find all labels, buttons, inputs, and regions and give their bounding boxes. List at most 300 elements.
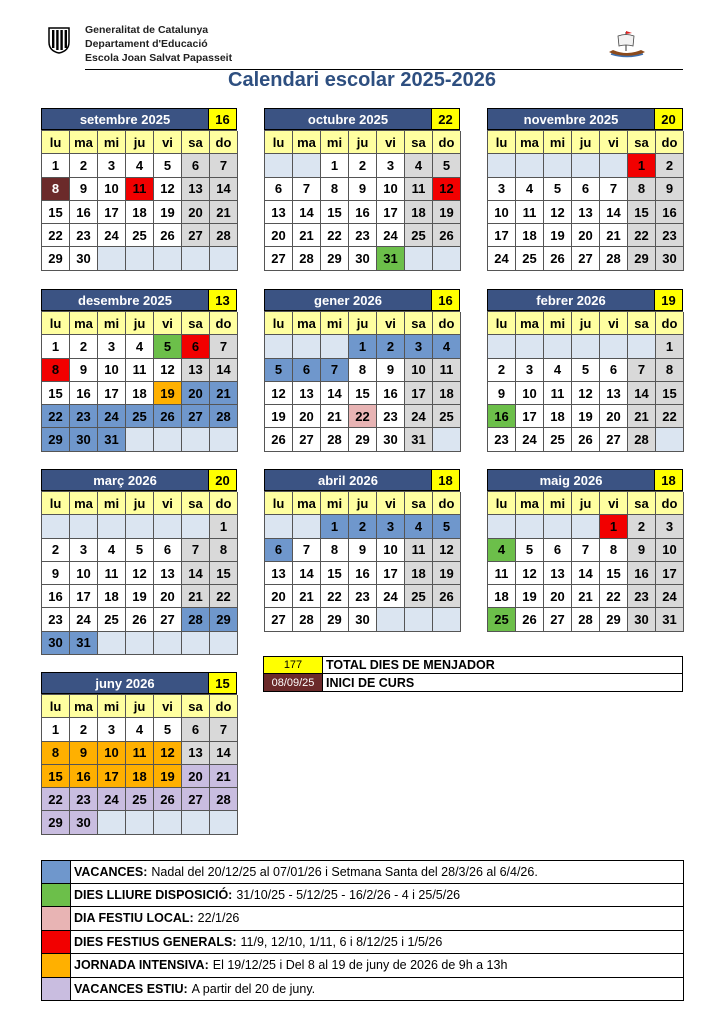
day-cell: 2 — [70, 335, 98, 358]
day-cell: 27 — [544, 608, 572, 631]
day-cell: 3 — [98, 154, 126, 177]
day-cell: 24 — [98, 405, 126, 428]
day-cell: 20 — [265, 224, 293, 247]
empty-cell — [265, 515, 293, 538]
day-cell: 19 — [516, 585, 544, 608]
day-cell: 5 — [154, 718, 182, 741]
day-cell: 2 — [628, 515, 656, 538]
day-cell: 20 — [182, 382, 210, 405]
month-grid — [487, 491, 683, 632]
day-cell: 17 — [656, 562, 684, 585]
day-cell: 29 — [210, 608, 238, 631]
day-cell: 27 — [293, 428, 321, 451]
day-cell: 24 — [70, 608, 98, 631]
month-grid — [264, 130, 460, 271]
day-cell: 16 — [42, 585, 70, 608]
day-cell: 1 — [42, 718, 70, 741]
empty-cell — [126, 247, 154, 270]
day-cell: 25 — [544, 428, 572, 451]
day-cell: 18 — [126, 201, 154, 224]
day-cell: 22 — [600, 585, 628, 608]
month-calendar — [264, 469, 460, 632]
month-name: setembre 2025 — [41, 108, 209, 130]
empty-cell — [516, 335, 544, 358]
day-cell: 15 — [321, 562, 349, 585]
day-cell: 20 — [544, 585, 572, 608]
day-cell: 1 — [628, 154, 656, 177]
weekday-label: do — [433, 131, 461, 154]
day-cell: 28 — [321, 428, 349, 451]
weekday-label: ma — [70, 131, 98, 154]
day-cell: 23 — [42, 608, 70, 631]
day-cell: 8 — [321, 178, 349, 201]
weekday-label: vi — [377, 131, 405, 154]
day-cell: 12 — [516, 562, 544, 585]
day-cell: 24 — [98, 224, 126, 247]
month-grid — [487, 311, 683, 452]
day-cell: 8 — [42, 359, 70, 382]
legend-row-festius — [41, 931, 684, 955]
day-cell: 3 — [405, 335, 433, 358]
day-cell: 1 — [42, 154, 70, 177]
empty-cell — [42, 515, 70, 538]
empty-cell — [154, 428, 182, 451]
day-cell: 18 — [488, 585, 516, 608]
empty-cell — [516, 154, 544, 177]
page-title: Calendari escolar 2025-2026 — [228, 69, 496, 91]
month-day-count: 20 — [655, 108, 683, 130]
empty-cell — [126, 811, 154, 834]
empty-cell — [572, 335, 600, 358]
weekday-label: ma — [516, 312, 544, 335]
day-cell: 4 — [405, 515, 433, 538]
day-cell: 24 — [516, 428, 544, 451]
month-grid — [487, 130, 683, 271]
weekday-label: ma — [70, 695, 98, 718]
weekday-label: lu — [265, 312, 293, 335]
weekday-label: ju — [572, 131, 600, 154]
day-cell: 12 — [154, 178, 182, 201]
weekday-label: sa — [182, 492, 210, 515]
day-cell: 20 — [182, 765, 210, 788]
month-calendar — [41, 289, 237, 452]
day-cell: 20 — [265, 585, 293, 608]
weekday-label: ju — [126, 695, 154, 718]
empty-cell — [210, 247, 238, 270]
day-cell: 11 — [405, 178, 433, 201]
weekday-label: do — [656, 312, 684, 335]
day-cell: 15 — [42, 382, 70, 405]
day-cell: 25 — [405, 585, 433, 608]
day-cell: 16 — [70, 382, 98, 405]
day-cell: 30 — [349, 247, 377, 270]
day-cell: 22 — [210, 585, 238, 608]
month-header — [41, 289, 237, 311]
day-cell: 9 — [628, 539, 656, 562]
day-cell: 21 — [293, 224, 321, 247]
day-cell: 16 — [70, 765, 98, 788]
month-day-count: 22 — [432, 108, 460, 130]
day-cell: 26 — [516, 608, 544, 631]
day-cell: 28 — [210, 224, 238, 247]
day-cell: 10 — [656, 539, 684, 562]
day-cell: 28 — [293, 608, 321, 631]
day-cell: 2 — [488, 359, 516, 382]
day-cell: 13 — [544, 562, 572, 585]
month-day-count: 18 — [655, 469, 683, 491]
day-cell: 3 — [70, 539, 98, 562]
month-header — [487, 469, 683, 491]
empty-cell — [98, 515, 126, 538]
day-cell: 19 — [154, 382, 182, 405]
month-header — [41, 108, 237, 130]
day-cell: 4 — [433, 335, 461, 358]
weekday-label: lu — [42, 695, 70, 718]
day-cell: 8 — [42, 178, 70, 201]
day-cell: 3 — [377, 515, 405, 538]
day-cell: 28 — [293, 247, 321, 270]
month-header — [264, 289, 460, 311]
weekday-label: sa — [405, 312, 433, 335]
empty-cell — [377, 608, 405, 631]
day-cell: 16 — [488, 405, 516, 428]
day-cell: 10 — [377, 178, 405, 201]
day-cell: 16 — [656, 201, 684, 224]
weekday-label: sa — [628, 312, 656, 335]
day-cell: 18 — [405, 562, 433, 585]
day-cell: 18 — [405, 201, 433, 224]
weekday-label: do — [656, 492, 684, 515]
day-cell: 14 — [628, 382, 656, 405]
weekday-label: do — [210, 492, 238, 515]
day-cell: 21 — [182, 585, 210, 608]
day-cell: 2 — [349, 515, 377, 538]
day-cell: 4 — [405, 154, 433, 177]
day-cell: 12 — [433, 539, 461, 562]
day-cell: 23 — [656, 224, 684, 247]
day-cell: 25 — [98, 608, 126, 631]
month-header — [41, 672, 237, 694]
day-cell: 22 — [321, 224, 349, 247]
month-name: maig 2026 — [487, 469, 655, 491]
weekday-label: mi — [321, 492, 349, 515]
day-cell: 14 — [210, 178, 238, 201]
day-cell: 19 — [154, 765, 182, 788]
day-cell: 30 — [656, 247, 684, 270]
month-calendar — [487, 289, 683, 452]
day-cell: 19 — [126, 585, 154, 608]
weekday-label: do — [210, 312, 238, 335]
day-cell: 2 — [42, 539, 70, 562]
day-cell: 30 — [628, 608, 656, 631]
legend-text: 22/1/26 — [197, 911, 240, 926]
day-cell: 1 — [656, 335, 684, 358]
day-cell: 9 — [70, 742, 98, 765]
empty-cell — [154, 811, 182, 834]
legend-text: 11/9, 12/10, 1/11, 6 i 8/12/25 i 1/5/26 — [240, 934, 443, 949]
day-cell: 30 — [70, 247, 98, 270]
legend-row-estiu — [41, 978, 684, 1002]
day-cell: 17 — [70, 585, 98, 608]
month-calendar — [487, 108, 683, 271]
month-name: novembre 2025 — [487, 108, 655, 130]
weekday-label: ju — [126, 312, 154, 335]
month-header — [264, 108, 460, 130]
header-text — [85, 23, 232, 65]
empty-cell — [293, 154, 321, 177]
day-cell: 21 — [210, 201, 238, 224]
day-cell: 26 — [126, 608, 154, 631]
day-cell: 15 — [656, 382, 684, 405]
day-cell: 26 — [265, 428, 293, 451]
day-cell: 24 — [405, 405, 433, 428]
month-calendar — [487, 469, 683, 632]
day-cell: 22 — [321, 585, 349, 608]
empty-cell — [572, 515, 600, 538]
legend-title: DIES LLIURE DISPOSICIÓ: — [74, 887, 233, 902]
month-calendar — [41, 469, 237, 655]
day-cell: 23 — [349, 224, 377, 247]
day-cell: 20 — [293, 405, 321, 428]
day-cell: 3 — [98, 335, 126, 358]
day-cell: 5 — [572, 359, 600, 382]
day-cell: 25 — [405, 224, 433, 247]
empty-cell — [488, 154, 516, 177]
empty-cell — [126, 515, 154, 538]
day-cell: 9 — [70, 178, 98, 201]
day-cell: 17 — [405, 382, 433, 405]
day-cell: 24 — [377, 224, 405, 247]
empty-cell — [488, 335, 516, 358]
day-cell: 21 — [572, 585, 600, 608]
day-cell: 20 — [600, 405, 628, 428]
day-cell: 31 — [70, 632, 98, 655]
weekday-label: ju — [126, 131, 154, 154]
day-cell: 5 — [544, 178, 572, 201]
weekday-label: do — [210, 695, 238, 718]
empty-cell — [265, 154, 293, 177]
day-cell: 28 — [210, 405, 238, 428]
day-cell: 20 — [182, 201, 210, 224]
empty-cell — [154, 515, 182, 538]
day-cell: 15 — [628, 201, 656, 224]
day-cell: 26 — [433, 585, 461, 608]
day-cell: 7 — [182, 539, 210, 562]
day-cell: 26 — [572, 428, 600, 451]
day-cell: 8 — [42, 742, 70, 765]
day-cell: 27 — [154, 608, 182, 631]
day-cell: 25 — [516, 247, 544, 270]
day-cell: 11 — [126, 178, 154, 201]
day-cell: 22 — [42, 788, 70, 811]
day-cell: 1 — [321, 154, 349, 177]
day-cell: 20 — [572, 224, 600, 247]
month-name: març 2026 — [41, 469, 209, 491]
weekday-label: mi — [321, 312, 349, 335]
day-cell: 8 — [349, 359, 377, 382]
month-calendar — [264, 108, 460, 271]
day-cell: 14 — [210, 742, 238, 765]
day-cell: 19 — [265, 405, 293, 428]
day-cell: 22 — [42, 405, 70, 428]
day-cell: 12 — [265, 382, 293, 405]
day-cell: 30 — [349, 608, 377, 631]
empty-cell — [210, 632, 238, 655]
day-cell: 15 — [349, 382, 377, 405]
day-cell: 26 — [433, 224, 461, 247]
month-day-count: 13 — [209, 289, 237, 311]
weekday-label: lu — [488, 312, 516, 335]
weekday-label: do — [433, 492, 461, 515]
day-cell: 26 — [154, 224, 182, 247]
day-cell: 30 — [70, 428, 98, 451]
day-cell: 30 — [42, 632, 70, 655]
legend-text: El 19/12/25 i Del 8 al 19 de juny de 2026 de 9h a 13h — [212, 958, 508, 973]
legend-swatch — [42, 907, 71, 930]
legend-title: JORNADA INTENSIVA: — [74, 958, 209, 973]
day-cell: 23 — [349, 585, 377, 608]
day-cell: 25 — [126, 405, 154, 428]
day-cell: 10 — [98, 359, 126, 382]
empty-cell — [182, 247, 210, 270]
day-cell: 13 — [600, 382, 628, 405]
day-cell: 20 — [154, 585, 182, 608]
empty-cell — [210, 428, 238, 451]
day-cell: 9 — [349, 539, 377, 562]
day-cell: 5 — [154, 335, 182, 358]
day-cell: 15 — [42, 201, 70, 224]
day-cell: 7 — [628, 359, 656, 382]
day-cell: 23 — [70, 405, 98, 428]
day-cell: 23 — [628, 585, 656, 608]
day-cell: 18 — [544, 405, 572, 428]
weekday-label: vi — [377, 312, 405, 335]
day-cell: 15 — [321, 201, 349, 224]
day-cell: 14 — [600, 201, 628, 224]
day-cell: 27 — [182, 224, 210, 247]
stat-inici-label: INICI DE CURS — [326, 675, 415, 690]
day-cell: 4 — [126, 154, 154, 177]
day-cell: 28 — [210, 788, 238, 811]
day-cell: 23 — [70, 788, 98, 811]
stat-menjador — [263, 656, 683, 674]
month-header — [41, 469, 237, 491]
month-header — [264, 469, 460, 491]
day-cell: 10 — [98, 178, 126, 201]
weekday-label: sa — [405, 131, 433, 154]
legend-text: 31/10/25 - 5/12/25 - 16/2/26 - 4 i 25/5/26 — [236, 887, 461, 902]
day-cell: 6 — [600, 359, 628, 382]
day-cell: 15 — [42, 765, 70, 788]
day-cell: 8 — [210, 539, 238, 562]
weekday-label: vi — [154, 492, 182, 515]
day-cell: 27 — [265, 247, 293, 270]
empty-cell — [126, 428, 154, 451]
empty-cell — [516, 515, 544, 538]
day-cell: 10 — [488, 201, 516, 224]
day-cell: 15 — [600, 562, 628, 585]
day-cell: 16 — [349, 201, 377, 224]
day-cell: 22 — [349, 405, 377, 428]
day-cell: 29 — [628, 247, 656, 270]
day-cell: 17 — [516, 405, 544, 428]
day-cell: 4 — [544, 359, 572, 382]
legend-text: Nadal del 20/12/25 al 07/01/26 i Setmana Santa del 28/3/26 al 6/4/26. — [151, 864, 538, 879]
day-cell: 11 — [126, 359, 154, 382]
day-cell: 11 — [516, 201, 544, 224]
day-cell: 25 — [126, 224, 154, 247]
day-cell: 10 — [516, 382, 544, 405]
day-cell: 11 — [405, 539, 433, 562]
day-cell: 7 — [293, 178, 321, 201]
day-cell: 2 — [70, 718, 98, 741]
day-cell: 22 — [42, 224, 70, 247]
empty-cell — [182, 428, 210, 451]
legend-swatch — [42, 931, 71, 954]
month-grid — [41, 694, 237, 835]
day-cell: 17 — [98, 382, 126, 405]
day-cell: 11 — [544, 382, 572, 405]
legend-title: DIES FESTIUS GENERALS: — [74, 934, 237, 949]
empty-cell — [98, 632, 126, 655]
empty-cell — [182, 632, 210, 655]
day-cell: 5 — [433, 154, 461, 177]
day-cell: 29 — [42, 247, 70, 270]
day-cell: 31 — [656, 608, 684, 631]
day-cell: 17 — [98, 765, 126, 788]
day-cell: 9 — [377, 359, 405, 382]
day-cell: 17 — [488, 224, 516, 247]
weekday-label: ju — [572, 312, 600, 335]
day-cell: 6 — [265, 178, 293, 201]
day-cell: 19 — [544, 224, 572, 247]
weekday-label: ma — [516, 131, 544, 154]
day-cell: 19 — [154, 201, 182, 224]
legend-row-vacances — [41, 860, 684, 884]
day-cell: 1 — [321, 515, 349, 538]
day-cell: 4 — [126, 718, 154, 741]
empty-cell — [321, 335, 349, 358]
month-day-count: 20 — [209, 469, 237, 491]
day-cell: 24 — [488, 247, 516, 270]
weekday-label: sa — [628, 131, 656, 154]
day-cell: 8 — [656, 359, 684, 382]
day-cell: 7 — [293, 539, 321, 562]
empty-cell — [544, 515, 572, 538]
month-header — [487, 108, 683, 130]
day-cell: 18 — [98, 585, 126, 608]
day-cell: 26 — [154, 788, 182, 811]
weekday-label: ma — [70, 492, 98, 515]
day-cell: 12 — [544, 201, 572, 224]
weekday-label: ma — [293, 131, 321, 154]
day-cell: 24 — [656, 585, 684, 608]
day-cell: 12 — [154, 742, 182, 765]
day-cell: 17 — [377, 201, 405, 224]
day-cell: 8 — [600, 539, 628, 562]
day-cell: 3 — [516, 359, 544, 382]
day-cell: 6 — [182, 154, 210, 177]
day-cell: 21 — [210, 765, 238, 788]
day-cell: 13 — [265, 562, 293, 585]
day-cell: 8 — [628, 178, 656, 201]
day-cell: 4 — [98, 539, 126, 562]
day-cell: 28 — [572, 608, 600, 631]
day-cell: 13 — [154, 562, 182, 585]
weekday-label: sa — [182, 312, 210, 335]
weekday-label: vi — [600, 131, 628, 154]
weekday-label: do — [433, 312, 461, 335]
